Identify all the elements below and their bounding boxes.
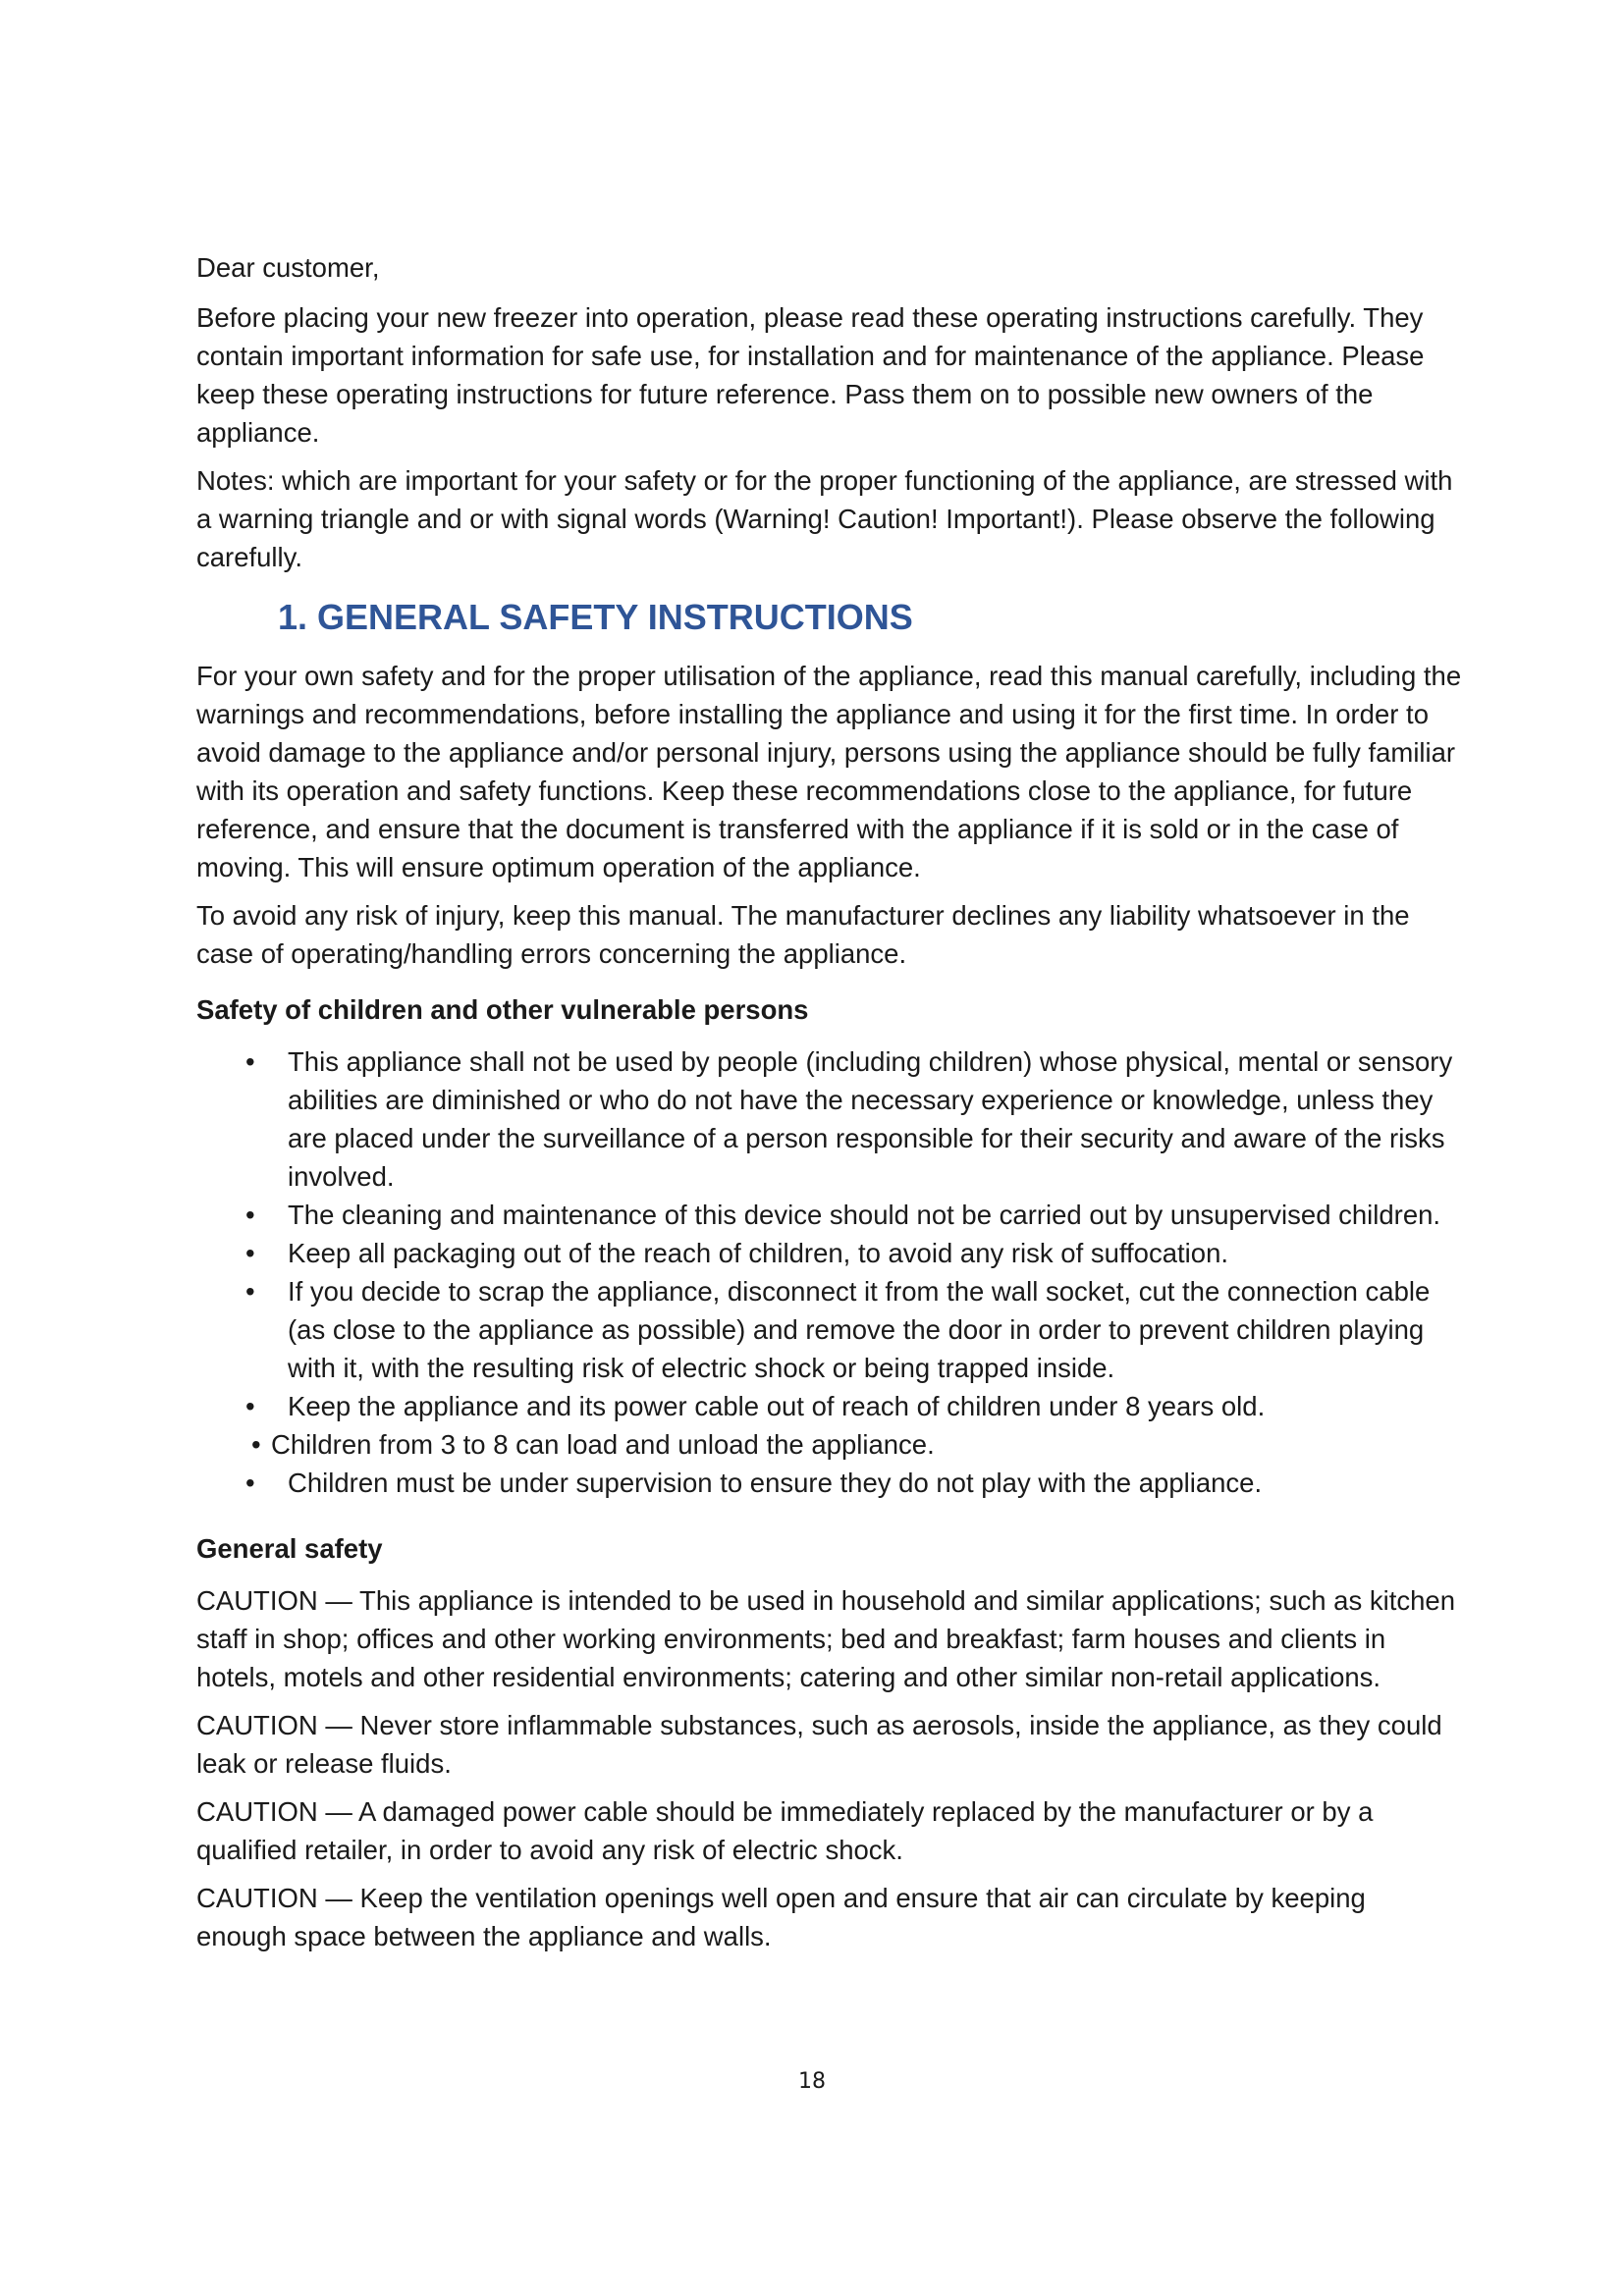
intro-paragraph: Before placing your new freezer into operation, please read these operating instructions carefully. They contain important information for safe use, for installation and for maintenance of the appliance. Please keep these operating instructions for future reference. Pass them on to possible new owners of the appliance. — [196, 302, 1425, 448]
children-safety-list — [196, 1042, 1463, 1502]
notes-paragraph: Notes: which are important for your safety or for the proper functioning of the appliance, are stressed with a warning triangle and or with signal words (Warning! Caution! Important!). Please observe the following carefully. — [196, 465, 1453, 572]
list-item — [196, 1387, 1463, 1425]
list-item — [196, 1425, 1463, 1464]
bullet-icon: • — [251, 1429, 261, 1460]
list-item-text: Keep all packaging out of the reach of children, to avoid any risk of suffocation. — [288, 1238, 1229, 1268]
caution-paragraph: CAUTION — Keep the ventilation openings well open and ensure that air can circulate by keeping enough space between the appliance and walls. — [196, 1883, 1366, 1951]
liability-paragraph: To avoid any risk of injury, keep this manual. The manufacturer declines any liability whatsoever in the case of operating/handling errors concerning the appliance. — [196, 900, 1410, 969]
list-item-text: Children from 3 to 8 can load and unload the appliance. — [271, 1429, 935, 1460]
general-safety-heading: General safety — [196, 1533, 383, 1564]
caution-paragraph: CAUTION — A damaged power cable should be immediately replaced by the manufacturer or by a qualified retailer, in order to avoid any risk of electric shock. — [196, 1796, 1374, 1865]
greeting: Dear customer, — [196, 252, 380, 283]
bullet-icon: • — [245, 1391, 255, 1421]
list-item-text: Children must be under supervision to ensure they do not play with the appliance. — [288, 1468, 1263, 1498]
list-item — [196, 1042, 1463, 1196]
section-title: 1. GENERAL SAFETY INSTRUCTIONS — [278, 597, 913, 637]
bullet-icon: • — [245, 1238, 255, 1268]
bullet-icon: • — [245, 1046, 255, 1077]
list-item-text: This appliance shall not be used by people (including children) whose physical, mental or sensory abilities are diminished or who do not have the necessary experience or knowledge, unless they are placed under the surveillance of a person responsible for their security and aware of the risks involved. — [288, 1046, 1453, 1192]
list-item — [196, 1272, 1463, 1387]
bullet-icon: • — [245, 1468, 255, 1498]
list-item — [196, 1464, 1463, 1502]
list-item — [196, 1196, 1463, 1234]
list-item-text: Keep the appliance and its power cable out of reach of children under 8 years old. — [288, 1391, 1266, 1421]
caution-paragraph: CAUTION — This appliance is intended to be used in household and similar applications; such as kitchen staff in shop; offices and other working environments; bed and breakfast; farm houses and clients in hotels, motels and other residential environments; catering and other similar non-retail applications. — [196, 1585, 1455, 1692]
children-safety-heading: Safety of children and other vulnerable persons — [196, 994, 809, 1025]
list-item-text: The cleaning and maintenance of this device should not be carried out by unsupervised children. — [288, 1200, 1441, 1230]
page-number: 18 — [798, 2069, 826, 2094]
bullet-icon: • — [245, 1200, 255, 1230]
safety-intro-paragraph: For your own safety and for the proper utilisation of the appliance, read this manual carefully, including the warnings and recommendations, before installing the appliance and using it for the first time. In order to avoid damage to the appliance and/or personal injury, persons using the appliance should be fully familiar with its operation and safety functions. Keep these recommendations close to the appliance, for future reference, and ensure that the document is transferred with the appliance if it is sold or in the case of moving. This will ensure optimum operation of the appliance. — [196, 661, 1462, 882]
caution-paragraph: CAUTION — Never store inflammable substances, such as aerosols, inside the appliance, as they could leak or release fluids. — [196, 1710, 1442, 1779]
list-item — [196, 1234, 1463, 1272]
list-item-text: If you decide to scrap the appliance, disconnect it from the wall socket, cut the connection cable (as close to the appliance as possible) and remove the door in order to prevent children playing with it, with the resulting risk of electric shock or being trapped inside. — [288, 1276, 1431, 1383]
document-page — [196, 248, 1463, 1965]
bullet-icon: • — [245, 1276, 255, 1307]
